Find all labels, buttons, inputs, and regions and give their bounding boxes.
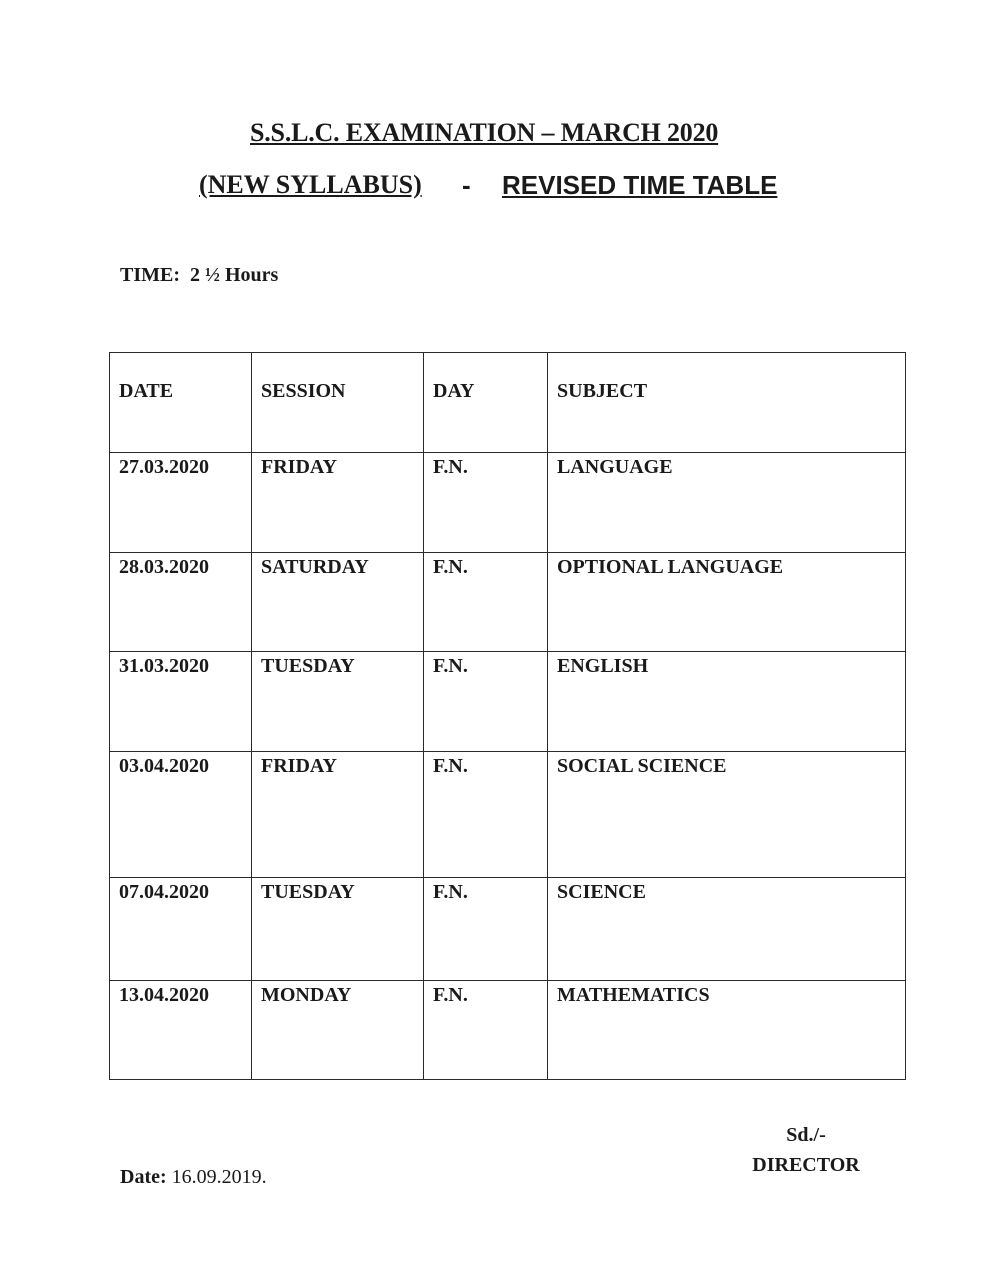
cell-day: F.N. [424, 453, 548, 553]
cell-session: TUESDAY [252, 878, 424, 981]
document-title: S.S.L.C. EXAMINATION – MARCH 2020 [250, 118, 719, 147]
date-value: 16.09.2019. [171, 1166, 267, 1188]
cell-session: SATURDAY [252, 553, 424, 652]
cell-date: 07.04.2020 [110, 878, 252, 981]
revised-time-table-heading: REVISED TIME TABLE [502, 170, 778, 200]
cell-subject: MATHEMATICS [548, 981, 906, 1080]
table-header-row [110, 353, 906, 453]
cell-session: TUESDAY [252, 652, 424, 752]
table-row [110, 981, 906, 1080]
column-header-date: DATE [110, 353, 252, 453]
table-row [110, 878, 906, 981]
cell-day: F.N. [424, 652, 548, 752]
subtitle-separator: - [462, 170, 471, 200]
date-label: Date: [120, 1166, 167, 1188]
column-header-subject: SUBJECT [548, 353, 906, 453]
cell-day: F.N. [424, 553, 548, 652]
table-row [110, 553, 906, 652]
column-header-day: DAY [424, 353, 548, 453]
cell-session: FRIDAY [252, 752, 424, 878]
signature-designation: DIRECTOR [752, 1154, 860, 1176]
cell-date: 13.04.2020 [110, 981, 252, 1080]
cell-subject: SCIENCE [548, 878, 906, 981]
table-row [110, 652, 906, 752]
cell-session: FRIDAY [252, 453, 424, 553]
cell-day: F.N. [424, 752, 548, 878]
cell-subject: LANGUAGE [548, 453, 906, 553]
cell-day: F.N. [424, 981, 548, 1080]
signature-block [748, 1120, 864, 1180]
cell-day: F.N. [424, 878, 548, 981]
cell-subject: OPTIONAL LANGUAGE [548, 553, 906, 652]
cell-session: MONDAY [252, 981, 424, 1080]
cell-subject: ENGLISH [548, 652, 906, 752]
syllabus-label: (NEW SYLLABUS) [199, 170, 422, 199]
cell-date: 27.03.2020 [110, 453, 252, 553]
column-header-session: SESSION [252, 353, 424, 453]
cell-date: 31.03.2020 [110, 652, 252, 752]
exam-duration [120, 264, 278, 287]
signature-sd: Sd./- [786, 1124, 826, 1146]
time-label: TIME: [120, 264, 180, 286]
time-value: 2 ½ Hours [190, 264, 279, 286]
table-row [110, 453, 906, 553]
cell-subject: SOCIAL SCIENCE [548, 752, 906, 878]
cell-date: 03.04.2020 [110, 752, 252, 878]
table-row [110, 752, 906, 878]
cell-date: 28.03.2020 [110, 553, 252, 652]
time-table [109, 352, 906, 1080]
issue-date [120, 1166, 267, 1189]
